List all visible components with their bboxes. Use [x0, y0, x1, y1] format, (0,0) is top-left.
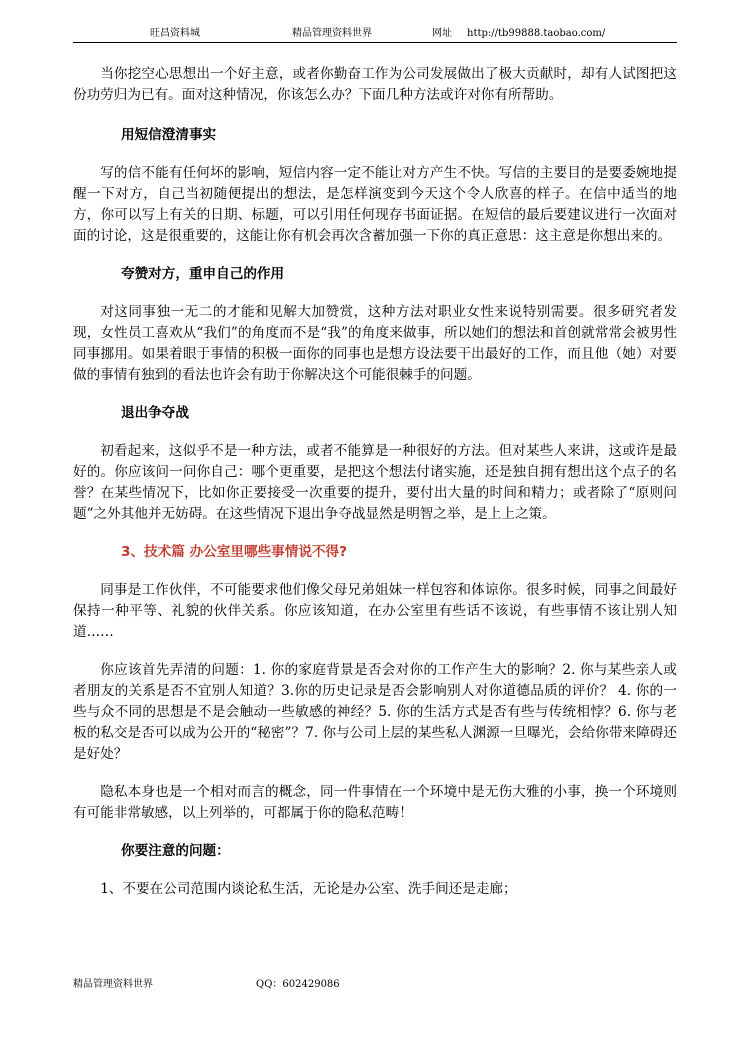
page-header — [0, 27, 744, 41]
footer-site-name: 精品管理资料世界 — [73, 979, 153, 990]
section-body-sms: 写的信不能有任何坏的影响，短信内容一定不能让对方产生不快。写信的主要目的是要委婉地提醒一下对方，自己当初随便提出的想法，是怎样演变到今天这个令人欣喜的样子。在信中适当的地方，你可以写上有关的日期、标题，可以引用任何现存书面证据。在短信的最后要建议进行一次面对面的讨论，这是很重要的，这能让你有机会再次含蓄加强一下你的真正意思：这主意是你想出来的。 — [73, 165, 677, 244]
header-url-label: 网址 — [432, 28, 452, 39]
document-body — [73, 64, 677, 900]
header-divider — [73, 42, 677, 43]
chapter-paragraph-3: 隐私本身也是一个相对而言的概念，同一件事情在一个环境中是无伤大雅的小事，换一个环境则有可能非常敏感，以上列举的，可都属于你的隐私范畴！ — [73, 784, 677, 821]
chapter-heading: 3、技术篇 办公室里哪些事情说不得? — [121, 544, 347, 560]
footer-qq: QQ：602429086 — [256, 979, 340, 990]
section-body-withdraw: 初看起来，这似乎不是一种方法，或者不能算是一种很好的方法。但对某些人来讲，这或许是最好的。你应该问一问你自己：哪个更重要，是把这个想法付诸实施，还是独自拥有想出这个点子的名誉？在某些情况下，比如你正要接受一次重要的提升，要付出大量的时间和精力；或者除了“原则问题”之外其他并无妨碍。在这些情况下退出争夺战显然是明智之举，是上上之策。 — [73, 443, 677, 522]
notice-heading: 你要注意的问题： — [121, 843, 230, 859]
chapter-paragraph-1: 同事是工作伙伴，不可能要求他们像父母兄弟姐妹一样包容和体谅你。很多时候，同事之间最好保持一种平等、礼貌的伙伴关系。你应该知道，在办公室里有些话不该说，有些事情不该让别人知道…… — [73, 582, 677, 640]
section-heading-withdraw: 退出争夺战 — [121, 405, 189, 421]
intro-paragraph: 当你挖空心思想出一个好主意，或者你勤奋工作为公司发展做出了极大贡献时，却有人试图把这份功劳归为已有。面对这种情况，你该怎么办？下面几种方法或许对你有所帮助。 — [73, 66, 677, 103]
section-heading-sms: 用短信澄清事实 — [121, 127, 217, 143]
section-body-praise: 对这同事独一无二的才能和见解大加赞赏，这种方法对职业女性来说特别需要。很多研究者发现，女性员工喜欢从“我们”的角度而不是“我”的角度来做事，所以她们的想法和首创就常常会被男性同事挪用。如果着眼于事情的积极一面你的同事也是想方设法要干出最好的工作，而且他（她）对要做的事情有独到的看法也许会有助于你解决这个可能很棘手的问题。 — [73, 304, 677, 383]
header-site-name: 精品管理资料世界 — [292, 28, 372, 39]
header-shop-name: 旺昌资料城 — [150, 28, 200, 39]
notice-item-1: 1、不要在公司范围内谈论私生活，无论是办公室、洗手间还是走廊； — [100, 881, 517, 897]
header-url-link[interactable]: http://tb99888.taobao.com/ — [467, 28, 606, 39]
chapter-paragraph-2: 你应该首先弄清的问题：1. 你的家庭背景是否会对你的工作产生大的影响？2. 你与某些亲人或者朋友的关系是否不宜别人知道？3.你的历史记录是否会影响别人对你道德品质的评价？ 4. 你的一些与众不同的思想是不是会触动一些敏感的神经？5. 你的生活方式是否有些与传统相悖？6. 你与老板的私交是否可以成为公开的“秘密”？7. 你与公司上层的某些私人渊源一旦曝光，会给你带来障碍还是好处？ — [73, 662, 677, 762]
section-heading-praise: 夸赞对方，重申自己的作用 — [121, 266, 285, 282]
